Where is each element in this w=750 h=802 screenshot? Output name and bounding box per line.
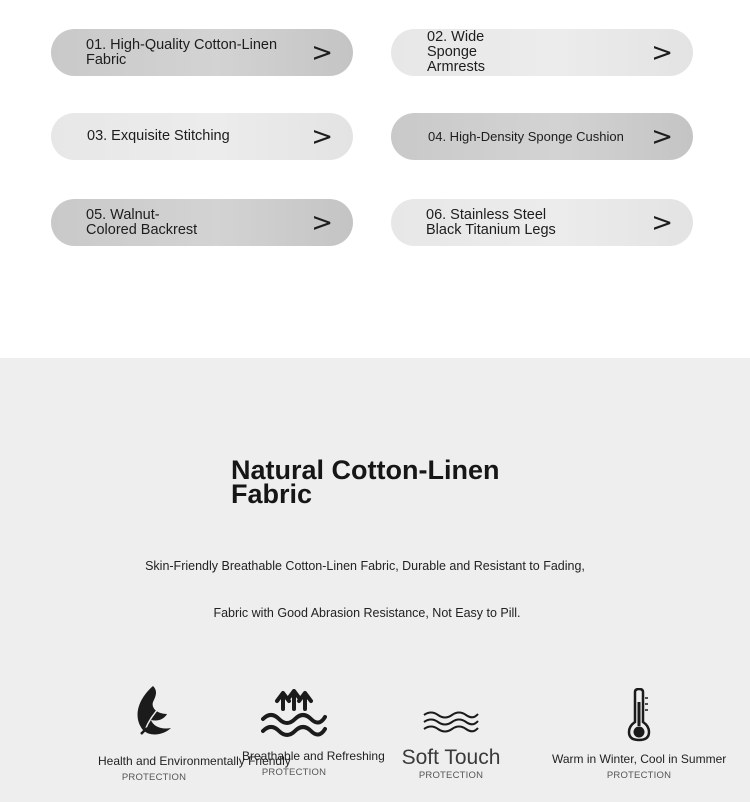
benefit-label: Health and Environmentally Friendly — [98, 754, 291, 768]
benefit-soft-touch — [396, 710, 506, 781]
thermometer-icon — [625, 688, 653, 742]
fabric-section — [0, 358, 750, 802]
chevron-right-icon: > — [311, 121, 333, 152]
feature-item-04[interactable] — [391, 113, 693, 160]
chevron-right-icon: > — [651, 37, 673, 68]
feature-item-06[interactable] — [391, 199, 693, 246]
leaf-icon — [131, 684, 177, 736]
feature-item-02[interactable] — [391, 29, 693, 76]
benefit-health — [98, 684, 291, 783]
feature-label: 04. High-Density Sponge Cushion — [428, 129, 624, 144]
feature-label: 01. High-Quality Cotton-Linen Fabric — [86, 36, 278, 68]
chevron-right-icon: > — [311, 37, 333, 68]
fabric-description-line-1: Skin-Friendly Breathable Cotton-Linen Fabric, Durable and Resistant to Fading, — [145, 559, 585, 573]
feature-list — [0, 0, 750, 358]
chevron-right-icon: > — [651, 121, 673, 152]
fabric-description-line-2: Fabric with Good Abrasion Resistance, Not Easy to Pill. — [213, 606, 521, 620]
benefit-label: Soft Touch — [401, 746, 501, 769]
benefit-breathable — [242, 689, 385, 778]
chevron-right-icon: > — [311, 207, 333, 238]
feature-item-03[interactable] — [51, 113, 353, 160]
benefit-sub: PROTECTION — [121, 772, 187, 783]
feature-label: 03. Exquisite Stitching — [87, 128, 230, 144]
feature-label: 06. Stainless Steel Black Titanium Legs — [426, 206, 556, 238]
benefit-sub: PROTECTION — [261, 767, 327, 778]
waves-icon — [422, 710, 480, 734]
chevron-right-icon: > — [651, 207, 673, 238]
benefit-temperature — [552, 688, 726, 781]
fabric-title: Natural Cotton-Linen Fabric — [231, 455, 500, 509]
feature-item-05[interactable] — [51, 199, 353, 246]
benefit-label: Breathable and Refreshing — [242, 749, 385, 763]
benefit-sub: PROTECTION — [418, 770, 484, 781]
feature-label: 02. Wide Sponge Armrests — [427, 29, 485, 75]
benefit-sub: PROTECTION — [606, 770, 672, 781]
benefit-label: Warm in Winter, Cool in Summer — [552, 752, 727, 766]
feature-label: 05. Walnut-Colored Backrest — [86, 206, 198, 238]
breathable-icon — [261, 689, 327, 739]
feature-item-01[interactable] — [51, 29, 353, 76]
